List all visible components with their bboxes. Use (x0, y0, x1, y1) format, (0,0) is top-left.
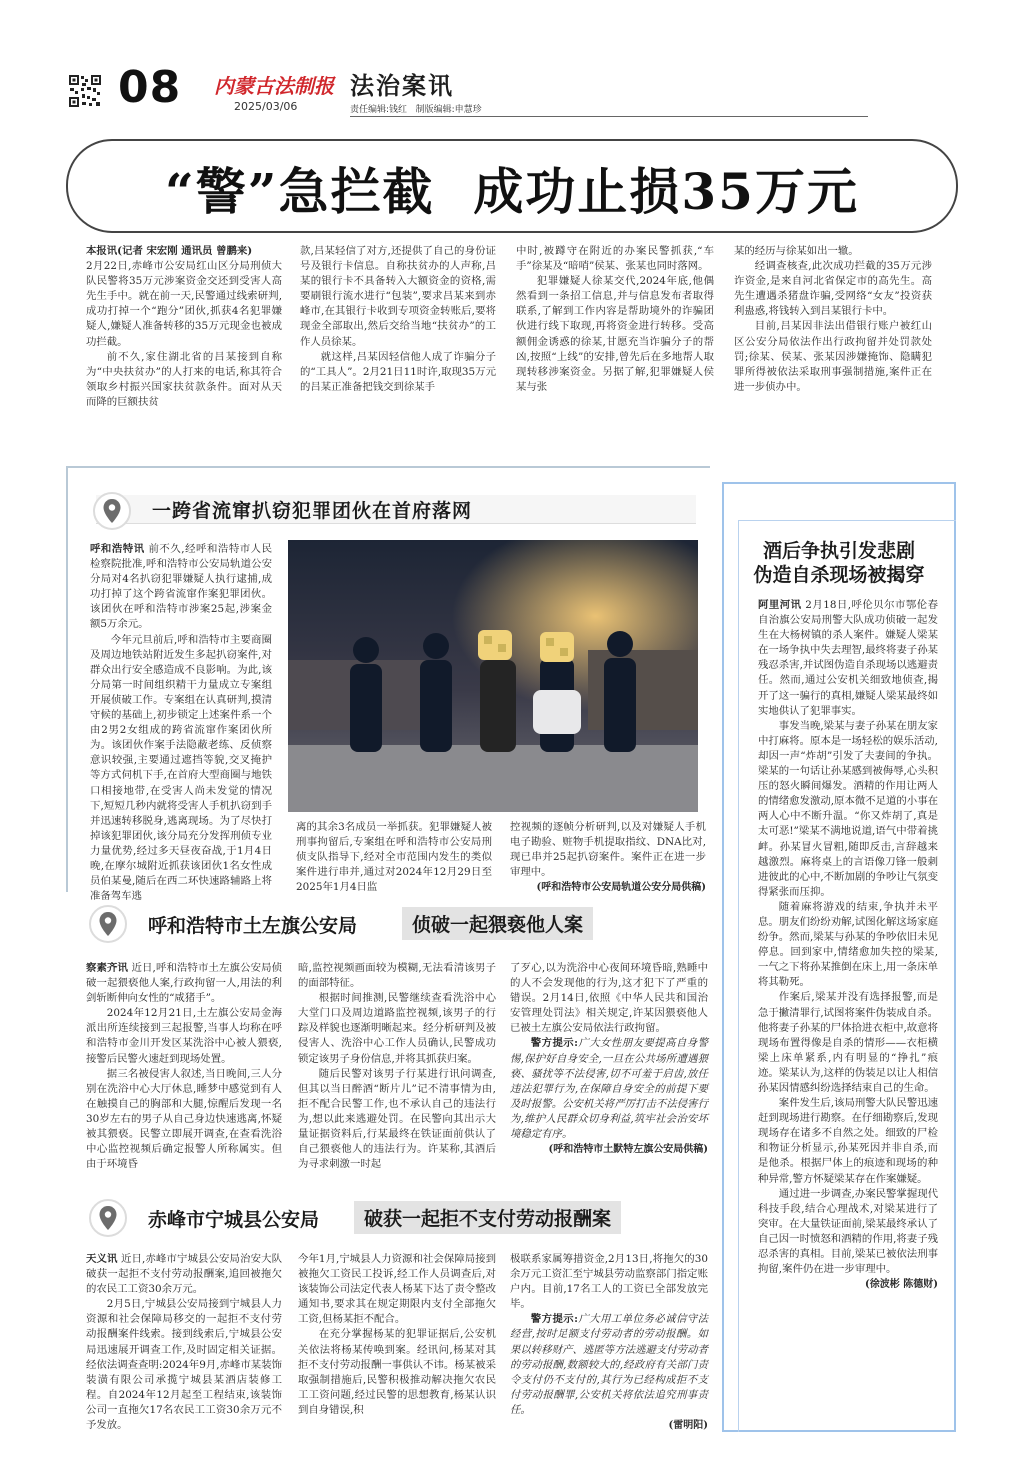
story1-column-1 (86, 244, 282, 408)
story1-paragraph: 就这样,吕某因轻信他人成了诈骗分子的“工具人”。2月21日11时许,取现35万元的吕某正准备把钱交到徐某手 (300, 350, 496, 393)
story3-headline-title: 侦破一起猥亵他人案 (402, 907, 593, 940)
location-pin-icon (92, 491, 132, 535)
story3-paragraph: 随后民警对该男子行某进行讯问调查,但其以当日醉酒“断片儿”记不清事情为由,拒不配合民警工作,也不承认自己的违法行为,想以此来逃避处罚。在民警向其出示大量证据资料后,行某最终在铁证面前供认了自己猥亵他人的违法行为。许某称,其酒后为寻求刺激一时起 (298, 1067, 496, 1171)
story5-paragraph: 2月18日,呼伦贝尔市鄂伦春自治旗公安局刑警大队成功侦破一起发生在大杨树镇的杀人案件。嫌疑人梁某在一场争执中失去理智,最终将妻子孙某残忍杀害,并试图伪造自杀现场以逃避责任。然而,通过公安机关细致地侦查,揭开了这一骗行的真相,嫌疑人梁某最终如实地供认了犯罪事实。 (758, 599, 938, 717)
location-pin-icon (88, 1198, 128, 1242)
story5-dateline: 阿里河讯 (758, 599, 802, 611)
story4-headline-title: 破获一起拒不支付劳动报酬案 (354, 1201, 621, 1234)
story2-paragraph: 前不久,经呼和浩特市人民检察院批准,呼和浩特市公安局轨道公安分局对4名扒窃犯罪嫌疑人执行逮捕,成功打掉了这个跨省流窜作案犯罪团伙。该团伙在呼和浩特市涉案25起,涉案金额5万余元。 (90, 543, 272, 631)
story4-paragraph: 2月5日,宁城县公安局接到宁城县人力资源和社会保障局移交的一起拒不支付劳动报酬案件线索。接到线索后,宁城县公安局迅速展开调查工作,及时固定相关证据。经依法调查查明:2024年9月,赤峰市某装饰装潢有限公司承揽宁城县某酒店装修工程。自2024年12月起至工程结束,该装饰公司一直拖欠17名农民工工资30余万元不予发放。 (86, 1298, 282, 1432)
police-tip-text: 广大用工单位务必诚信守法经营,按时足额支付劳动者的劳动报酬。如果以转移财产、逃匿等方法逃避支付劳动者的劳动报酬,数额较大的,经政府有关部门责令支付仍不支付的,其行为已经构成拒不支付劳动报酬罪,公安机关将依法追究刑事责任。 (510, 1313, 709, 1416)
story1-column-4 (734, 244, 932, 402)
story4-paragraph: 在充分掌握杨某的犯罪证据后,公安机关依法将杨某传唤到案。经讯问,杨某对其拒不支付劳动报酬一事供认不讳。杨某被采取强制措施后,民警积极推动解决拖欠农民工工资问题,经过民警的思想教育,杨某认识到自身错误,积 (298, 1328, 496, 1416)
story5-paragraph: 作案后,梁某并没有选择报警,而是急于撇清罪行,试图将案件伪装成自杀。他将妻子孙某的尸体拾进衣柜中,故意将现场布置得像是自杀的情形——衣柜横梁上床单紧系,内有明显的“挣扎”痕迹。梁某认为,这样的伪装足以让人相信孙某因情感纠纷选择结束自己的生命。 (758, 991, 938, 1094)
story1-paragraph: 经调查核查,此次成功拦截的35万元涉诈资金,是来自河北省保定市的高先生。高先生遭遇杀猪盘诈骗,受网络“女友”投资获利蛊惑,将钱转入到吕某银行卡中。 (734, 260, 932, 318)
story2-headline: 一跨省流窜扒窃犯罪团伙在首府落网 (152, 500, 473, 522)
story1-paragraph: 2月22日,赤峰市公安局红山区分局刑侦大队民警将35万元涉案资金交还到受害人高先生手中。就在前一天,民警通过线索研判,成功打掉一个“跑分”团伙,抓获4名犯罪嫌疑人,嫌疑人准备转移的35万元现金也被成功拦截。 (86, 260, 282, 348)
story2-dateline: 呼和浩特讯 (90, 543, 145, 555)
story5-paragraph: 事发当晚,梁某与妻子孙某在朋友家中打麻将。原本是一场轻松的娱乐活动,却因一声“炸胡”引发了夫妻间的争执。梁某的一句话让孙某感到被侮辱,心头积压的怒火瞬间爆发。酒精的作用让两人的情绪愈发激动,原本微不足道的小事在两人心中不断升温。“你又炸胡了,真是太可恶!”梁某不满地说道,语气中带着挑衅。孙某冒火冒粗,随即反击,言辞越来越激烈。麻将桌上的言语像刀锋一般刺进彼此的心中,不断加剧的争吵让气氛变得紧张而压抑。 (758, 719, 938, 898)
story2-column-1 (90, 542, 272, 903)
story2-column-3 (510, 820, 706, 894)
story4-column-1 (86, 1252, 282, 1430)
story1-column-3 (516, 244, 714, 402)
story1-paragraph: 犯罪嫌疑人徐某交代,2024年底,他偶然看到一条招工信息,并与信息发布者取得联系,了解到工作内容是帮助境外的诈骗团伙进行线下取现,再将资金进行转移。受高额佣金诱惑的徐某,甘愿充当诈骗分子的帮凶,按照“上线”的安排,曾先后在多地帮人取现转移涉案资金。另据了解,犯罪嫌疑人侯某与张 (516, 275, 714, 393)
issue-date: 2025/03/06 (234, 100, 298, 113)
story2-paragraph: 控视频的逐帧分析研判,以及对嫌疑人手机电子勘验、赃物手机提取指纹、DNA比对,现已串并25起扒窃案件。案件正在进一步审理中。 (510, 821, 706, 879)
story5-headline-line2: 伪造自杀现场被揭穿 (753, 564, 925, 586)
story3-paragraph: 据三名被侵害人叙述,当日晚间,三人分别在洗浴中心大厅休息,睡梦中感觉到有人在触摸自己的胸部和大腿,惊醒后发现一名30岁左右的男子从自己身边快速逃离,怀疑被其猥亵。民警立即展开调查,在查看洗浴中心监控视频后确定报警人所称属实。但由于环境昏 (86, 1067, 282, 1171)
masthead-rule (350, 116, 868, 117)
story5-paragraph: 通过进一步调查,办案民警掌握现代科技手段,结合心理战术,对梁某进行了突审。在大量铁证面前,梁某最终承认了自己因一时愤怒和酒精的作用,将妻子残忍杀害的真相。目前,梁某已被依法刑事拘留,案件仍在进一步审理中。 (758, 1187, 938, 1276)
story1-paragraph: 某的经历与徐某如出一辙。 (734, 245, 859, 257)
story4-column-2 (298, 1252, 496, 1430)
story3-dateline: 察素齐讯 (86, 962, 129, 974)
story3-column-3 (510, 961, 708, 1187)
story2-paragraph: 离的其余3名成员一举抓获。犯罪嫌疑人被刑事拘留后,专案组在呼和浩特市公安局刑侦支队指导下,经对全市范围内发生的类似案件进行串并,通过对2024年12月29日至2025年1月4日监 (296, 821, 492, 894)
story4-headline-unit: 赤峰市宁城县公安局 (148, 1209, 320, 1231)
story5-credit: (徐波彬 陈德财) (865, 1279, 938, 1291)
story3-paragraph: 暗,监控视频画面较为模糊,无法看清该男子的面部特征。 (298, 962, 496, 990)
police-tip-label: 警方提示: (530, 1037, 578, 1050)
story1-paragraph: 款,吕某轻信了对方,还提供了自己的身份证号及银行卡信息。自称扶贫办的人声称,吕某的银行卡不具备转入大额资金的资格,需要刷银行流水进行“包装”,要求吕某来到赤峰市,在其银行卡收到专项资金转账后,要将现金全部取出,然后交给当地“扶贫办”的工作人员徐某。 (300, 245, 496, 348)
story2-paragraph: 今年元旦前后,呼和浩特市主要商圈及周边地铁站附近发生多起扒窃案件,对群众出行安全感造成不良影响。为此,该分局第一时间组织精干力量成立专案组开展侦破工作。专案组在认真研判,摸清守候的基础上,初步锁定上述案件系一个由2男2女组成的跨省流窜作案团伙所为。该团伙作案手法隐蔽老练、反侦察意识较强,主要通过遮挡等貌,交叉掩护等方式伺机下手,在首府大型商圈与地铁口相接地带,在受害人尚未发觉的情况下,短短几秒内就将受害人手机扒窃到手并迅速转移脱身,逃离现场。为了尽快打掉该犯罪团伙,该分局充分发挥刑侦专业力量优势,经过多天昼夜奋战,于1月4日晚,在摩尔城附近抓获该团伙1名女性成员伯某曼,随后在西二环快速路辅路上将准备驾车逃 (90, 633, 272, 903)
story1-headline: “警”急拦截 成功止损35万元 (165, 162, 859, 221)
story4-dateline: 天义讯 (86, 1253, 118, 1265)
arrest-photo (288, 540, 698, 812)
location-pin-icon (88, 904, 128, 948)
page-number: 08 (118, 62, 182, 113)
story2-column-2 (296, 820, 492, 894)
story3-column-2 (298, 961, 496, 1187)
story3-paragraph: 了歹心,以为洗浴中心夜间环境昏暗,熟睡中的人不会发现他的行为,这才犯下了严重的错误。2月14日,依照《中华人民共和国治安管理处罚法》相关规定,许某因猥亵他人已被土左旗公安局依法行政拘留。 (510, 962, 708, 1035)
story3-paragraph: 近日,呼和浩特市土左旗公安局侦破一起猥亵他人案,行政拘留一人,用法的利剑斩断伸向女性的“咸猪手”。 (86, 962, 282, 1005)
story5-paragraph: 随着麻将游戏的结束,争执并未平息。朋友们纷纷劝解,试图化解这场家庭纷争。然而,梁某与孙某的争吵依旧未见停息。回到家中,情绪愈加失控的梁某,一气之下将孙某推倒在床上,用一条床单将其勒死。 (758, 900, 938, 989)
story3-credit: (呼和浩特市土默特左旗公安局供稿) (548, 1144, 708, 1156)
story4-paragraph: 极联系家属筹措资金,2月13日,将拖欠的30余万元工资汇至宁城县劳动监察部门指定账户内。目前,17名工人的工资已全部发放完毕。 (510, 1253, 708, 1311)
story1-paragraph: 目前,吕某因非法出借银行账户被红山区公安分局依法作出行政拘留并处罚款处罚;徐某、侯某、张某因涉嫌掩饰、隐瞒犯罪所得被依法采取刑事强制措施,案件正在进一步侦办中。 (734, 320, 932, 393)
story3-paragraph: 根据时间推测,民警继续查看洗浴中心大堂门口及周边道路监控视频,该男子的行踪及样貌也逐渐明晰起来。经分析研判及被侵害人、洗浴中心工作人员确认,民警成功锁定该男子身份信息,并将其抓获归案。 (298, 992, 496, 1065)
story1-byline: 本报讯(记者 宋宏刚 通讯员 曾鹏来) (86, 245, 253, 257)
section-title: 法治案讯 (350, 71, 454, 100)
story1-paragraph: 前不久,家住湖北省的吕某接到自称为“中央扶贫办”的人打来的电话,称其符合领取乡村振兴国家扶贫款条件。面对从天而降的巨额扶贫 (86, 350, 282, 408)
story3-headline-unit: 呼和浩特市土左旗公安局 (148, 915, 358, 937)
story4-paragraph: 近日,赤峰市宁城县公安局治安大队破获一起拒不支付劳动报酬案,追回被拖欠的农民工工资30余万元。 (86, 1253, 282, 1296)
qr-code-icon (68, 74, 102, 108)
police-tip-label: 警方提示: (530, 1313, 578, 1326)
paper-name: 内蒙古法制报 (214, 74, 334, 98)
story1-paragraph: 中时,被蹲守在附近的办案民警抓获,“车手”徐某及“暗哨”侯某、张某也同时落网。 (516, 245, 714, 273)
police-tip-text: 广大女性朋友要提高自身警惕,保护好自身安全,一旦在公共场所遭遇猥亵、骚扰等不法侵害,切不可羞于启齿,放任违法犯罪行为,在保障自身安全的前提下要及时报警。公安机关将严厉打击不法侵害行为,维护人民群众切身利益,筑牢社会治安坏境稳定有序。 (510, 1037, 709, 1141)
story2-credit: (呼和浩特市公安局轨道公安分局供稿) (536, 882, 706, 894)
story1-column-2 (300, 244, 496, 402)
story4-credit: (雷明阳) (668, 1420, 708, 1432)
story4-column-3 (510, 1252, 708, 1430)
story5-headline-line1: 酒后争执引发悲剧 (762, 540, 915, 562)
story5-paragraph: 案件发生后,该局刑警大队民警迅速赶到现场进行勘察。在仔细勘察后,发现现场存在诸多不自然之处。细致的尸检和物证分析显示,孙某死因并非自杀,而是他杀。根据尸体上的痕迹和现场的种种异常,警方怀疑梁某存在作案嫌疑。 (758, 1097, 938, 1185)
story5-column (758, 598, 938, 1424)
editor-credits: 责任编辑:钱红 制版编辑:申慧珍 (350, 105, 482, 115)
story3-column-1 (86, 961, 282, 1187)
story3-paragraph: 2024年12月21日,土左旗公安局金海派出所连续接到三起报警,当事人均称在呼和浩特市金川开发区某洗浴中心被人猥亵,接警后民警火速赶到现场处置。 (86, 1007, 282, 1065)
story4-paragraph: 今年1月,宁城县人力资源和社会保障局接到被拖欠工资民工投诉,经工作人员调查后,对该装饰公司法定代表人杨某下达了责令整改通知书,要求其在规定期限内支付全部拖欠工资,但杨某拒不配合。 (298, 1253, 496, 1326)
